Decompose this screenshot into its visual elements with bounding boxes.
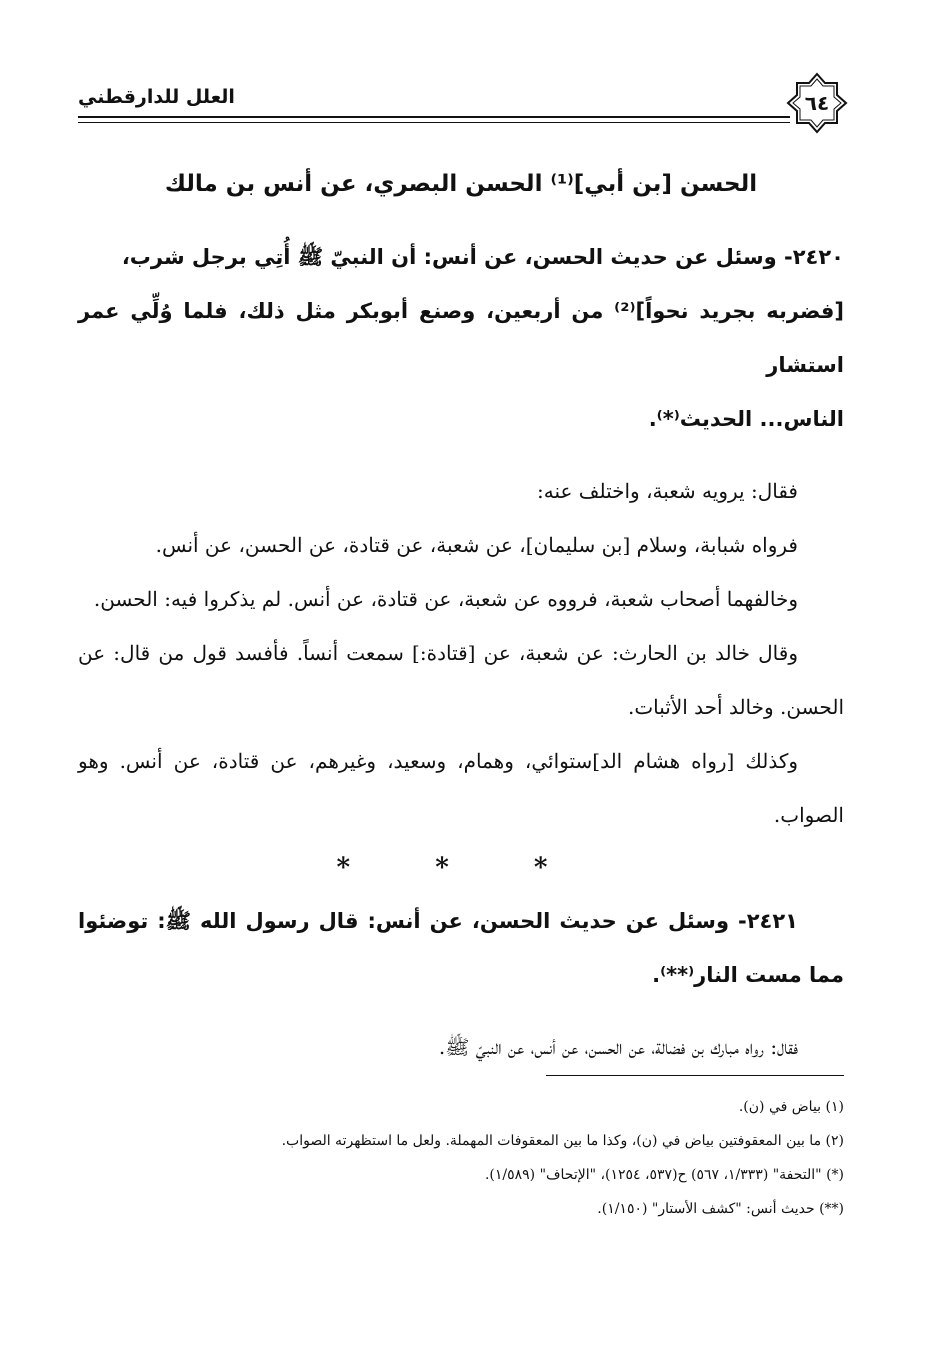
running-title: العلل للدارقطني: [78, 86, 235, 108]
page-number-badge: [786, 72, 848, 134]
footnote: (٢) ما بين المعقوفتين بياض في (ن)، وكذا ما بين المعقوفات المهملة. ولعل ما استظهرته الصواب.: [281, 1133, 844, 1149]
paragraph: وقال خالد بن الحارث: عن شعبة، عن [قتادة:] سمعت أنساً. فأفسد قول من قال: عن الحسن. وخالد أحد الأثبات.: [78, 641, 844, 719]
footnotes: [78, 1090, 844, 1226]
main-text: [78, 158, 844, 1074]
section-separator: * * *: [336, 853, 586, 883]
hadith-2420-line-3: الناس... الحديث⁽*⁾.: [648, 407, 844, 431]
footnote: (**) حديث أنس: "كشف الأستار" (١/١٥٠).: [597, 1201, 844, 1217]
section-heading: الحسن [بن أبي]⁽¹⁾ الحسن البصري، عن أنس بن مالك: [164, 171, 758, 197]
page-number: ٦٤: [804, 91, 830, 115]
paragraph: فقال: رواه مبارك بن فضالة، عن الحسن، عن أنس، عن النبيّ ﷺ.: [438, 1035, 798, 1059]
hadith-2420-line-2: [فضربه بجريد نحواً]⁽²⁾ من أربعين، وصنع أبوبكر مثل ذلك، فلما وُلِّي عمر استشار: [78, 299, 844, 377]
hadith-2421: ٢٤٢١- وسئل عن حديث الحسن، عن أنس: قال رسول الله ﷺ: توضئوا مما مست النار⁽**⁾.: [78, 909, 844, 987]
page-header: [78, 72, 848, 134]
paragraph: فرواه شبابة، وسلام [بن سليمان]، عن شعبة، عن قتادة، عن الحسن، عن أنس.: [155, 533, 798, 557]
header-rule: [78, 116, 790, 118]
hadith-2420-line-1: ٢٤٢٠- وسئل عن حديث الحسن، عن أنس: أن النبيّ ﷺ أُتِي برجل شرب،: [121, 245, 844, 269]
footnote: (١) بياض في (ن).: [738, 1099, 844, 1115]
paragraph: وكذلك [رواه هشام الد]ستوائي، وهمام، وسعيد، وغيرهم، عن قتادة، عن أنس. وهو الصواب.: [78, 749, 844, 827]
paragraph: وخالفهما أصحاب شعبة، فرووه عن شعبة، عن قتادة، عن أنس. لم يذكروا فيه: الحسن.: [93, 587, 798, 611]
footnote-rule: [546, 1075, 844, 1076]
paragraph: فقال: يرويه شعبة، واختلف عنه:: [536, 479, 798, 503]
footnote: (*) "التحفة" (١/٣٣٣، ٥٦٧) ح(٥٣٧، ١٢٥٤)، "الإتحاف" (١/٥٨٩).: [484, 1167, 844, 1183]
header-rule-thin: [78, 122, 790, 123]
